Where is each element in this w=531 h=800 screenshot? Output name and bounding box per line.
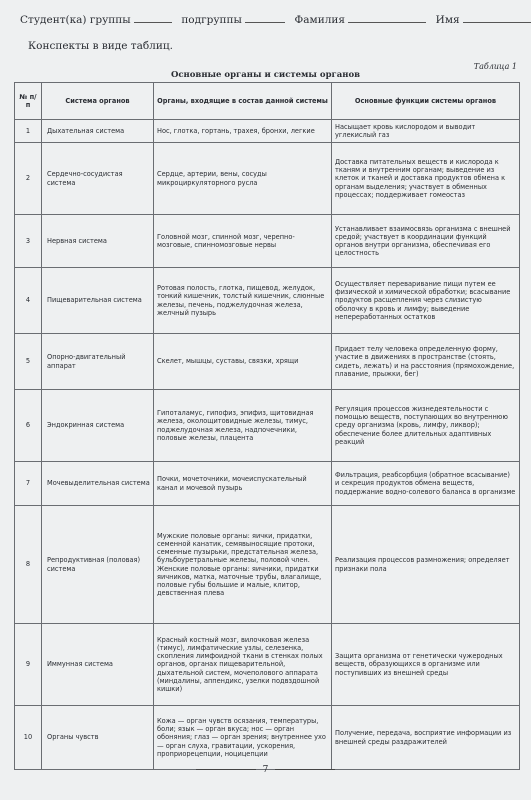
student-header bbox=[20, 13, 520, 26]
row-system: Мочевыделительная система bbox=[42, 462, 154, 506]
name-label: Имя bbox=[435, 14, 460, 26]
row-number: 2 bbox=[15, 143, 42, 215]
row-system: Пищеварительная система bbox=[42, 268, 154, 334]
row-organs: Кожа — орган чувств осязания, температуры, боли; язык — орган вкуса; нос — орган обоняния; глаз — орган зрения; внутреннее ухо — орган слуха, гравитации, ускорения, проприорецепции, ноцицепции bbox=[154, 706, 332, 770]
table-row bbox=[15, 462, 520, 506]
row-organs: Сердце, артерии, вены, сосуды микроциркуляторного русла bbox=[154, 143, 332, 215]
row-organs: Нос, глотка, гортань, трахея, бронхи, легкие bbox=[154, 120, 332, 143]
student-group-label: Студент(ка) группы bbox=[20, 14, 131, 26]
row-organs: Гипоталамус, гипофиз, эпифиз, щитовидная железа, околощитовидные железы, тимус, поджелудочная железа, надпочечники, половые железы, плацента bbox=[154, 390, 332, 462]
row-number: 10 bbox=[15, 706, 42, 770]
table-row bbox=[15, 624, 520, 706]
page-footer bbox=[0, 765, 531, 775]
row-organs: Почки, мочеточники, мочеиспускательный канал и мочевой пузырь bbox=[154, 462, 332, 506]
subgroup-blank bbox=[245, 13, 285, 23]
table-row bbox=[15, 390, 520, 462]
footer-rule-left bbox=[196, 769, 256, 770]
row-functions: Осуществляет переваривание пищи путем ее физической и химической обработки; всасывание продуктов расщепления через слизистую оболочку в кровь и лимфу; выведение непереработанных остатков bbox=[332, 268, 520, 334]
row-system: Репродуктивная (половая) система bbox=[42, 506, 154, 624]
group-blank bbox=[134, 13, 172, 23]
row-system: Дыхательная система bbox=[42, 120, 154, 143]
row-number: 7 bbox=[15, 462, 42, 506]
table-title: Основные органы и системы органов bbox=[170, 70, 361, 80]
table-row bbox=[15, 143, 520, 215]
organ-systems-table bbox=[14, 82, 520, 770]
name-blank bbox=[463, 13, 531, 23]
row-functions: Реализация процессов размножения; определяет признаки пола bbox=[332, 506, 520, 624]
row-functions: Получение, передача, восприятие информации из внешней среды раздражителей bbox=[332, 706, 520, 770]
row-functions: Насыщает кровь кислородом и выводит углекислый газ bbox=[332, 120, 520, 143]
table-row bbox=[15, 268, 520, 334]
row-functions: Доставка питательных веществ и кислорода к тканям и внутренним органам; выведение из клеток и тканей и доставка продуктов обмена к органам выделения; участвует в обменных процессах; поддерживает гомеостаз bbox=[332, 143, 520, 215]
table-header-row bbox=[15, 83, 520, 120]
row-functions: Регуляция процессов жизнедеятельности с помощью веществ, поступающих во внутреннюю среду организма (кровь, лимфу, ликвор); обеспечение более длительных адаптивных реакций bbox=[332, 390, 520, 462]
column-header-functions: Основные функции системы органов bbox=[332, 83, 520, 120]
row-system: Органы чувств bbox=[42, 706, 154, 770]
subtitle: Конспекты в виде таблиц. bbox=[28, 40, 173, 52]
row-organs: Ротовая полость, глотка, пищевод, желудок, тонкий кишечник, толстый кишечник, слюнные железы, печень, поджелудочная железа, желчный пузырь bbox=[154, 268, 332, 334]
row-number: 8 bbox=[15, 506, 42, 624]
row-functions: Устанавливает взаимосвязь организма с внешней средой; участвует в координации функций органов внутри организма, обеспечивая его целостность bbox=[332, 215, 520, 268]
row-number: 6 bbox=[15, 390, 42, 462]
row-system: Эндокринная система bbox=[42, 390, 154, 462]
footer-rule-right bbox=[275, 769, 335, 770]
table-row bbox=[15, 334, 520, 390]
row-organs: Скелет, мышцы, суставы, связки, хрящи bbox=[154, 334, 332, 390]
surname-blank bbox=[348, 13, 426, 23]
table-label: Таблица 1 bbox=[473, 62, 517, 71]
row-system: Опорно-двигательный аппарат bbox=[42, 334, 154, 390]
row-number: 4 bbox=[15, 268, 42, 334]
table-row bbox=[15, 215, 520, 268]
table-row bbox=[15, 706, 520, 770]
subgroup-label: подгруппы bbox=[181, 14, 242, 26]
table-row bbox=[15, 120, 520, 143]
row-organs: Мужские половые органы: яички, придатки, семенной канатик, семявыносящие протоки, семенные пузырьки, предстательная железа, бульбоуретральные железы, половой член. Женские половые органы: яичники, придатки яичников, матка, маточные трубы, влагалище, половые губы большие и малые, клитор, девственная плева bbox=[154, 506, 332, 624]
row-functions: Фильтрация, реабсорбция (обратное всасывание) и секреция продуктов обмена веществ, поддержание водно-солевого баланса в организме bbox=[332, 462, 520, 506]
row-number: 1 bbox=[15, 120, 42, 143]
row-number: 5 bbox=[15, 334, 42, 390]
column-header-system: Система органов bbox=[42, 83, 154, 120]
row-organs: Красный костный мозг, вилочковая железа (тимус), лимфатические узлы, селезенка, скопления лимфоидной ткани в стенках полых органов, органах пищеварительной, дыхательной систем, мочеполового аппарата (миндалины, аппендикс, узелки подвздошной кишки) bbox=[154, 624, 332, 706]
row-organs: Головной мозг, спинной мозг, черепно-мозговые, спинномозговые нервы bbox=[154, 215, 332, 268]
column-header-organs: Органы, входящие в состав данной системы bbox=[154, 83, 332, 120]
row-system: Иммунная система bbox=[42, 624, 154, 706]
row-number: 3 bbox=[15, 215, 42, 268]
table-row bbox=[15, 506, 520, 624]
row-number: 9 bbox=[15, 624, 42, 706]
row-functions: Защита организма от генетически чужеродных веществ, образующихся в организме или поступивших из внешней среды bbox=[332, 624, 520, 706]
row-functions: Придает телу человека определенную форму, участие в движениях в пространстве (стоять, сидеть, лежать) и на расстояния (прямохождение, плавание, прыжки, бег) bbox=[332, 334, 520, 390]
surname-label: Фамилия bbox=[294, 14, 345, 26]
column-header-number: № п/п bbox=[15, 83, 42, 120]
row-system: Нервная система bbox=[42, 215, 154, 268]
row-system: Сердечно-сосудистая система bbox=[42, 143, 154, 215]
page-number: 7 bbox=[262, 765, 269, 775]
